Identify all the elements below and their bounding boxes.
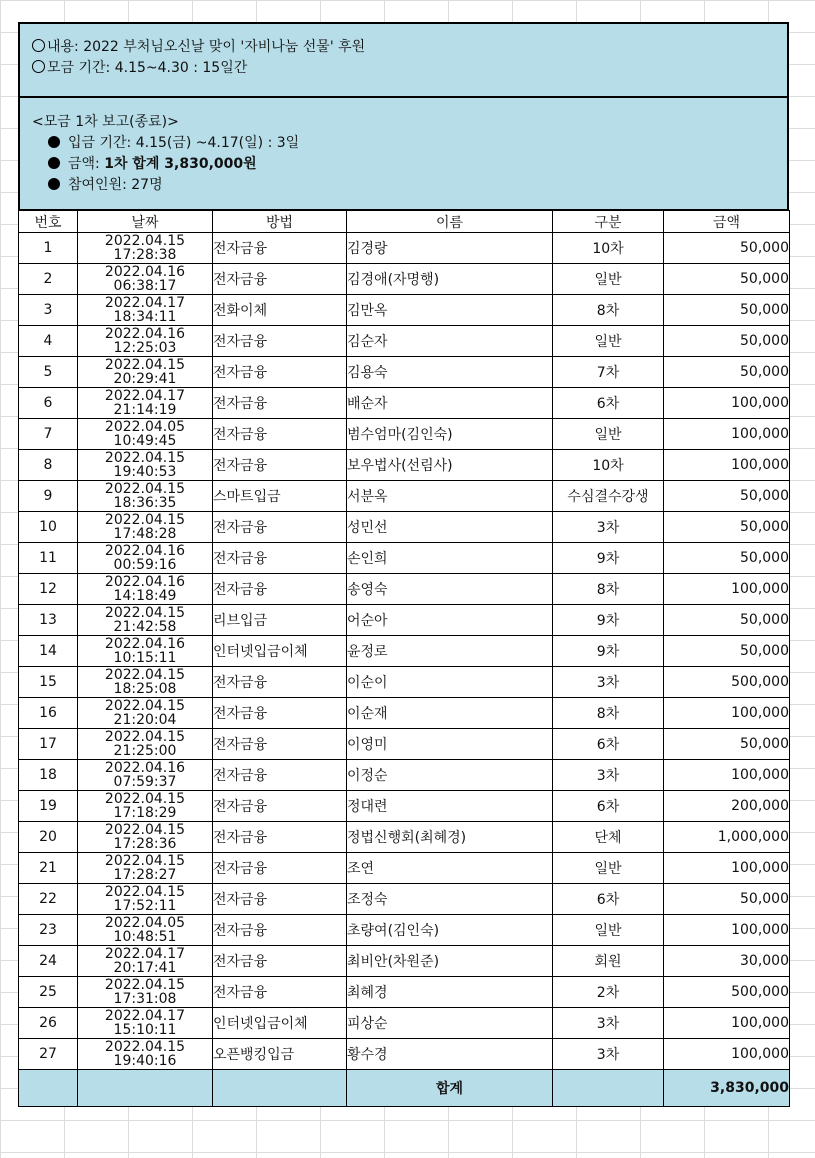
row-type: 9차: [553, 543, 664, 574]
row-type: 9차: [553, 636, 664, 667]
table-row: [19, 853, 790, 884]
table-row: [19, 264, 790, 295]
row-type: 회원: [553, 946, 664, 977]
row-name: 보우법사(선림사): [347, 450, 553, 481]
row-amount: 50,000: [664, 636, 790, 667]
row-method: 전자금융: [213, 853, 347, 884]
row-name: 범수엄마(김인숙): [347, 419, 553, 450]
table-row: [19, 419, 790, 450]
row-method: 전자금융: [213, 915, 347, 946]
row-time: 00:59:16: [113, 557, 177, 573]
row-number: 19: [19, 791, 78, 822]
campaign-period-line: [32, 58, 787, 79]
row-time: 19:40:16: [113, 1053, 177, 1069]
row-amount: 100,000: [664, 853, 790, 884]
row-method: 전자금융: [213, 698, 347, 729]
table-row: [19, 946, 790, 977]
row-type: 6차: [553, 388, 664, 419]
row-number: 24: [19, 946, 78, 977]
row-time: 10:49:45: [113, 433, 177, 449]
row-name: 피상순: [347, 1008, 553, 1039]
row-method: 전자금융: [213, 388, 347, 419]
row-name: 김경랑: [347, 233, 553, 264]
row-date: 2022.04.15: [104, 233, 186, 249]
row-datetime: [78, 1039, 213, 1070]
table-row: [19, 388, 790, 419]
row-time: 18:34:11: [113, 309, 177, 325]
row-amount: 50,000: [664, 512, 790, 543]
row-number: 9: [19, 481, 78, 512]
row-datetime: [78, 667, 213, 698]
row-name: 정대련: [347, 791, 553, 822]
row-time: 10:15:11: [113, 650, 177, 666]
row-date: 2022.04.16: [104, 760, 186, 776]
row-number: 13: [19, 605, 78, 636]
row-time: 21:25:00: [113, 743, 177, 759]
row-number: 20: [19, 822, 78, 853]
row-method: 전자금융: [213, 543, 347, 574]
circle-bullet-icon: [32, 60, 45, 73]
row-method: 오픈뱅킹입금: [213, 1039, 347, 1070]
total-row: [19, 1070, 790, 1107]
row-time: 20:17:41: [113, 960, 177, 976]
row-name: 조정숙: [347, 884, 553, 915]
row-datetime: [78, 574, 213, 605]
row-name: 이정순: [347, 760, 553, 791]
row-name: 어순아: [347, 605, 553, 636]
participants-text: 참여인원: 27명: [68, 177, 163, 193]
table-row: [19, 326, 790, 357]
row-date: 2022.04.17: [104, 295, 186, 311]
row-date: 2022.04.15: [104, 512, 186, 528]
row-date: 2022.04.15: [104, 1039, 186, 1055]
row-number: 26: [19, 1008, 78, 1039]
row-time: 17:28:36: [113, 836, 177, 852]
row-time: 20:29:41: [113, 371, 177, 387]
row-name: 서분옥: [347, 481, 553, 512]
row-type: 단체: [553, 822, 664, 853]
row-type: 일반: [553, 419, 664, 450]
row-type: 9차: [553, 605, 664, 636]
row-name: 성민선: [347, 512, 553, 543]
row-method: 전자금융: [213, 357, 347, 388]
row-name: 김용숙: [347, 357, 553, 388]
table-row: [19, 295, 790, 326]
row-date: 2022.04.15: [104, 729, 186, 745]
total-empty-cell: [213, 1070, 347, 1107]
row-method: 전자금융: [213, 512, 347, 543]
dot-bullet-icon: [48, 178, 60, 190]
row-method: 전자금융: [213, 946, 347, 977]
row-time: 19:40:53: [113, 464, 177, 480]
row-time: 15:10:11: [113, 1022, 177, 1038]
table-row: [19, 822, 790, 853]
campaign-info-box: [18, 22, 789, 98]
row-type: 일반: [553, 915, 664, 946]
row-amount: 100,000: [664, 388, 790, 419]
row-date: 2022.04.15: [104, 698, 186, 714]
row-type: 8차: [553, 574, 664, 605]
row-type: 6차: [553, 791, 664, 822]
row-date: 2022.04.15: [104, 853, 186, 869]
table-row: [19, 233, 790, 264]
row-time: 18:36:35: [113, 495, 177, 511]
row-number: 4: [19, 326, 78, 357]
row-datetime: [78, 977, 213, 1008]
row-number: 27: [19, 1039, 78, 1070]
total-empty-cell: [553, 1070, 664, 1107]
row-number: 3: [19, 295, 78, 326]
row-datetime: [78, 1008, 213, 1039]
row-name: 김순자: [347, 326, 553, 357]
row-type: 일반: [553, 326, 664, 357]
row-time: 18:25:08: [113, 681, 177, 697]
row-method: 전자금융: [213, 574, 347, 605]
row-time: 21:14:19: [113, 402, 177, 418]
row-datetime: [78, 729, 213, 760]
row-method: 전자금융: [213, 791, 347, 822]
row-amount: 500,000: [664, 977, 790, 1008]
row-amount: 50,000: [664, 605, 790, 636]
row-method: 전자금융: [213, 760, 347, 791]
row-amount: 100,000: [664, 915, 790, 946]
row-type: 일반: [553, 264, 664, 295]
row-method: 전자금융: [213, 884, 347, 915]
row-time: 14:18:49: [113, 588, 177, 604]
row-datetime: [78, 884, 213, 915]
total-amount: 3,830,000: [664, 1070, 790, 1107]
dot-bullet-icon: [48, 136, 60, 148]
column-header-type: 구분: [553, 211, 664, 233]
row-number: 12: [19, 574, 78, 605]
table-row: [19, 729, 790, 760]
row-datetime: [78, 605, 213, 636]
table-row: [19, 481, 790, 512]
row-datetime: [78, 481, 213, 512]
row-type: 3차: [553, 1008, 664, 1039]
table-row: [19, 1039, 790, 1070]
report-summary-box: [18, 96, 789, 211]
row-amount: 50,000: [664, 295, 790, 326]
table-row: [19, 357, 790, 388]
row-amount: 100,000: [664, 1039, 790, 1070]
row-amount: 100,000: [664, 760, 790, 791]
row-amount: 100,000: [664, 450, 790, 481]
row-time: 17:52:11: [113, 898, 177, 914]
total-label: 합계: [347, 1070, 553, 1107]
row-date: 2022.04.16: [104, 326, 186, 342]
row-name: 초량여(김인숙): [347, 915, 553, 946]
row-name: 이순재: [347, 698, 553, 729]
table-row: [19, 698, 790, 729]
row-name: 송영숙: [347, 574, 553, 605]
total-empty-cell: [78, 1070, 213, 1107]
row-amount: 100,000: [664, 419, 790, 450]
table-row: [19, 791, 790, 822]
row-date: 2022.04.15: [104, 450, 186, 466]
column-header-no: 번호: [19, 211, 78, 233]
row-amount: 50,000: [664, 357, 790, 388]
row-number: 18: [19, 760, 78, 791]
row-date: 2022.04.15: [104, 667, 186, 683]
row-number: 22: [19, 884, 78, 915]
table-row: [19, 605, 790, 636]
row-date: 2022.04.17: [104, 388, 186, 404]
row-name: 윤정로: [347, 636, 553, 667]
row-datetime: [78, 636, 213, 667]
row-type: 8차: [553, 698, 664, 729]
row-method: 전자금융: [213, 419, 347, 450]
row-name: 김만옥: [347, 295, 553, 326]
row-method: 전자금융: [213, 233, 347, 264]
row-method: 인터넷입금이체: [213, 1008, 347, 1039]
row-date: 2022.04.15: [104, 977, 186, 993]
donation-table: [18, 210, 790, 1107]
row-number: 25: [19, 977, 78, 1008]
amount-line: [32, 154, 787, 175]
column-header-amount: 금액: [664, 211, 790, 233]
row-type: 10차: [553, 450, 664, 481]
row-datetime: [78, 295, 213, 326]
row-type: 8차: [553, 295, 664, 326]
row-type: 3차: [553, 667, 664, 698]
row-amount: 30,000: [664, 946, 790, 977]
row-number: 10: [19, 512, 78, 543]
row-method: 전자금융: [213, 729, 347, 760]
row-amount: 50,000: [664, 543, 790, 574]
row-number: 11: [19, 543, 78, 574]
table-row: [19, 512, 790, 543]
row-datetime: [78, 388, 213, 419]
row-amount: 50,000: [664, 326, 790, 357]
row-datetime: [78, 450, 213, 481]
row-time: 10:48:51: [113, 929, 177, 945]
row-type: 2차: [553, 977, 664, 1008]
row-type: 3차: [553, 1039, 664, 1070]
row-name: 황수경: [347, 1039, 553, 1070]
column-header-method: 방법: [213, 211, 347, 233]
table-row: [19, 1008, 790, 1039]
row-number: 5: [19, 357, 78, 388]
row-amount: 50,000: [664, 884, 790, 915]
row-time: 17:28:38: [113, 247, 177, 263]
column-header-date: 날짜: [78, 211, 213, 233]
row-number: 2: [19, 264, 78, 295]
table-row: [19, 543, 790, 574]
row-amount: 500,000: [664, 667, 790, 698]
table-row: [19, 977, 790, 1008]
row-date: 2022.04.15: [104, 357, 186, 373]
row-type: 10차: [553, 233, 664, 264]
row-method: 전자금융: [213, 977, 347, 1008]
row-amount: 50,000: [664, 233, 790, 264]
row-datetime: [78, 326, 213, 357]
row-datetime: [78, 853, 213, 884]
row-amount: 1,000,000: [664, 822, 790, 853]
deposit-period-text: 입금 기간: 4.15(금) ~4.17(일) : 3일: [68, 135, 300, 151]
circle-bullet-icon: [32, 39, 45, 52]
table-row: [19, 884, 790, 915]
row-date: 2022.04.15: [104, 822, 186, 838]
row-amount: 100,000: [664, 698, 790, 729]
campaign-content-text: 내용: 2022 부처님오신날 맞이 '자비나눔 선물' 후원: [47, 39, 366, 55]
row-datetime: [78, 512, 213, 543]
participants-line: [32, 175, 787, 196]
row-date: 2022.04.15: [104, 791, 186, 807]
row-name: 이순이: [347, 667, 553, 698]
table-header-row: [19, 211, 790, 233]
row-type: 7차: [553, 357, 664, 388]
row-number: 15: [19, 667, 78, 698]
row-datetime: [78, 543, 213, 574]
row-method: 전자금융: [213, 667, 347, 698]
row-datetime: [78, 698, 213, 729]
row-name: 최비안(차원준): [347, 946, 553, 977]
row-time: 12:25:03: [113, 340, 177, 356]
table-row: [19, 574, 790, 605]
table-body: [19, 233, 790, 1070]
row-name: 조연: [347, 853, 553, 884]
row-date: 2022.04.16: [104, 264, 186, 280]
row-date: 2022.04.16: [104, 636, 186, 652]
amount-prefix: 금액:: [68, 156, 105, 172]
row-date: 2022.04.16: [104, 574, 186, 590]
row-number: 23: [19, 915, 78, 946]
row-time: 21:42:58: [113, 619, 177, 635]
row-name: 김경애(자명행): [347, 264, 553, 295]
row-type: 3차: [553, 760, 664, 791]
row-datetime: [78, 760, 213, 791]
row-date: 2022.04.16: [104, 543, 186, 559]
row-time: 17:28:27: [113, 867, 177, 883]
row-date: 2022.04.15: [104, 481, 186, 497]
row-number: 21: [19, 853, 78, 884]
column-header-name: 이름: [347, 211, 553, 233]
row-time: 17:18:29: [113, 805, 177, 821]
row-number: 16: [19, 698, 78, 729]
row-date: 2022.04.17: [104, 946, 186, 962]
row-number: 17: [19, 729, 78, 760]
row-amount: 50,000: [664, 729, 790, 760]
row-name: 최혜경: [347, 977, 553, 1008]
row-datetime: [78, 822, 213, 853]
row-name: 이영미: [347, 729, 553, 760]
table-row: [19, 760, 790, 791]
table-row: [19, 667, 790, 698]
row-time: 21:20:04: [113, 712, 177, 728]
row-type: 일반: [553, 853, 664, 884]
row-type: 6차: [553, 729, 664, 760]
row-number: 1: [19, 233, 78, 264]
row-type: 6차: [553, 884, 664, 915]
row-date: 2022.04.17: [104, 1008, 186, 1024]
row-method: 인터넷입금이체: [213, 636, 347, 667]
row-method: 전자금융: [213, 326, 347, 357]
row-date: 2022.04.05: [104, 915, 186, 931]
row-date: 2022.04.15: [104, 605, 186, 621]
row-number: 7: [19, 419, 78, 450]
report-title: <모금 1차 보고(종료)>: [32, 114, 179, 130]
row-datetime: [78, 791, 213, 822]
row-datetime: [78, 264, 213, 295]
row-amount: 50,000: [664, 481, 790, 512]
table-row: [19, 450, 790, 481]
row-amount: 100,000: [664, 1008, 790, 1039]
row-amount: 100,000: [664, 574, 790, 605]
total-empty-cell: [19, 1070, 78, 1107]
row-datetime: [78, 419, 213, 450]
row-type: 수심결수강생: [553, 481, 664, 512]
row-method: 전자금융: [213, 450, 347, 481]
row-method: 전화이체: [213, 295, 347, 326]
row-time: 17:31:08: [113, 991, 177, 1007]
row-method: 전자금융: [213, 822, 347, 853]
row-method: 스마트입금: [213, 481, 347, 512]
campaign-period-text: 모금 기간: 4.15~4.30 : 15일간: [47, 60, 248, 76]
row-time: 17:48:28: [113, 526, 177, 542]
row-datetime: [78, 915, 213, 946]
deposit-period-line: [32, 133, 787, 154]
row-datetime: [78, 233, 213, 264]
row-time: 07:59:37: [113, 774, 177, 790]
table-row: [19, 636, 790, 667]
row-type: 3차: [553, 512, 664, 543]
dot-bullet-icon: [48, 157, 60, 169]
table-row: [19, 915, 790, 946]
row-number: 6: [19, 388, 78, 419]
row-amount: 50,000: [664, 264, 790, 295]
campaign-content-line: [32, 37, 787, 58]
row-method: 리브입금: [213, 605, 347, 636]
row-datetime: [78, 946, 213, 977]
row-amount: 200,000: [664, 791, 790, 822]
row-datetime: [78, 357, 213, 388]
amount-value: 1차 합계 3,830,000원: [104, 156, 257, 172]
row-date: 2022.04.15: [104, 884, 186, 900]
row-date: 2022.04.05: [104, 419, 186, 435]
row-time: 06:38:17: [113, 278, 177, 294]
row-method: 전자금융: [213, 264, 347, 295]
row-number: 8: [19, 450, 78, 481]
row-name: 손인희: [347, 543, 553, 574]
row-name: 배순자: [347, 388, 553, 419]
row-name: 정법신행회(최혜경): [347, 822, 553, 853]
row-number: 14: [19, 636, 78, 667]
